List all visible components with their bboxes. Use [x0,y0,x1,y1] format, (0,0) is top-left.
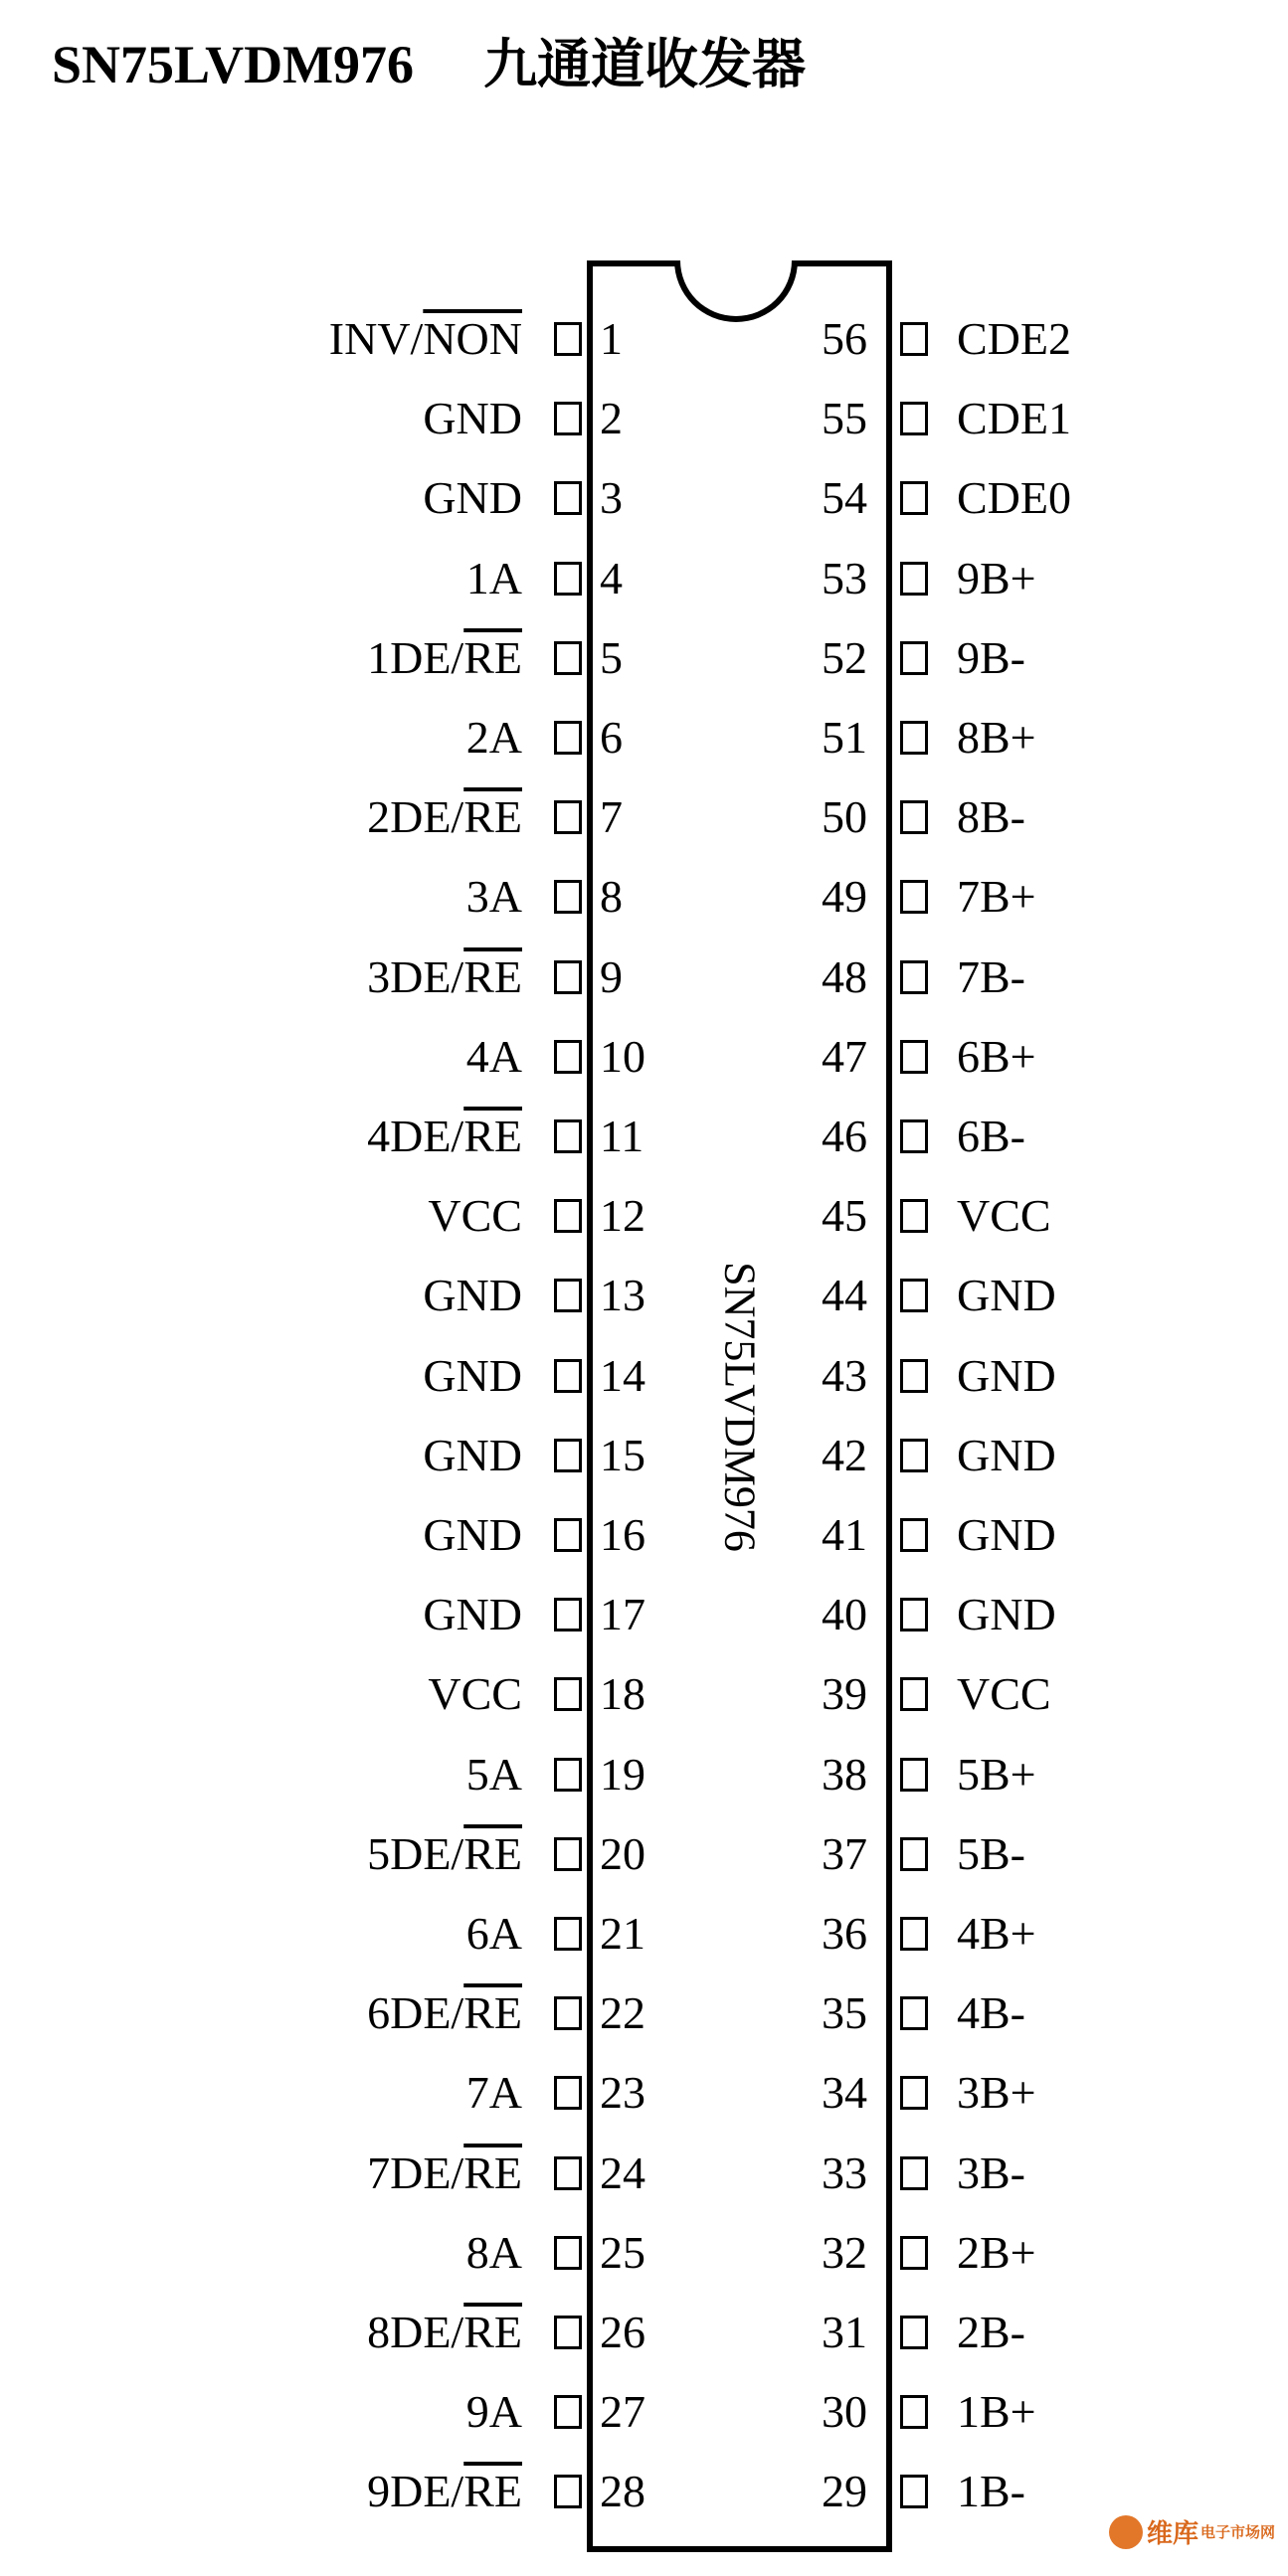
pin-number: 20 [600,1827,645,1879]
pin-box [554,1119,582,1153]
pin-name [466,1909,522,1959]
pin-box [900,1199,928,1233]
pin-number: 46 [822,1111,867,1161]
pin-box [900,1917,928,1951]
pin-box [554,1279,582,1312]
pin-number: 28 [600,2466,645,2517]
pin-number: 29 [822,2466,867,2517]
pin-box [900,1837,928,1871]
pin-box [900,800,928,834]
pin-name: GND [957,1349,1056,1401]
pin-box [900,322,928,356]
pin-name: 4B+ [957,1908,1036,1959]
watermark-logo-icon [1109,2515,1143,2549]
pin-number: 25 [600,2226,645,2278]
pin-name: CDE2 [957,313,1071,364]
pin-number: 17 [600,1589,645,1640]
pin-name: 5B+ [957,1748,1036,1800]
pin-name [423,1510,522,1560]
pin-name-text: 3A [465,871,522,923]
pin-name [367,1112,522,1161]
pin-name-text: 2A [465,712,522,763]
pin-box [554,960,582,994]
pin-name [367,1829,522,1879]
pin-name [423,1431,522,1480]
pin-name [466,1750,522,1800]
pin-number: 55 [822,393,867,444]
pin-name-overbar-text: $\overline{RE}$ [463,1987,522,2039]
ic-package [587,260,892,2552]
pin-number: 48 [822,950,867,1002]
pin-name [367,633,522,683]
pin-box [900,1279,928,1312]
pin-name-text: 8A [465,2226,522,2278]
pin-name-text: GND [423,1349,522,1401]
pin-box [554,1199,582,1233]
pin-number: 45 [822,1190,867,1242]
pin-box [900,2076,928,2110]
pin-name: 2B+ [957,2226,1036,2278]
pin-box [554,2475,582,2508]
pin-box [900,1598,928,1631]
pin-name-overbar-text: $\overline{RE}$ [463,950,522,1002]
pin-number: 3 [600,472,623,524]
pin-box [900,481,928,515]
pin-box [554,322,582,356]
pin-name-overbar-text: $\overline{RE}$ [463,2307,522,2357]
pin-name: GND [957,1509,1056,1560]
pin-box [900,1119,928,1153]
pin-name [466,2068,522,2118]
chip-label: SN75LVDM976 [715,1261,764,1552]
pin-box [900,2316,928,2349]
pin-name: 9B+ [957,552,1036,603]
pin-name-text: 5A [465,1748,522,1800]
pin-name: 8B+ [957,712,1036,763]
pin-box [900,2475,928,2508]
pin-number: 10 [600,1030,645,1082]
pin-name: 6B- [957,1111,1025,1161]
pin-number: 40 [822,1589,867,1640]
pin-name [466,1032,522,1082]
pin-name: 6B+ [957,1030,1036,1082]
pin-name [466,2387,522,2437]
pin-name [367,2308,522,2357]
pin-number: 2 [600,393,623,444]
pin-name-text: 8DE/ [367,2307,464,2357]
pin-number: 47 [822,1030,867,1082]
pin-name-text: VCC [428,1190,522,1242]
pin-number: 34 [822,2067,867,2119]
pin-name [423,394,522,443]
pin-box [554,2076,582,2110]
pin-number: 27 [600,2386,645,2438]
pin-name-text: GND [423,472,522,524]
pin-box [554,402,582,435]
pin-number: 37 [822,1827,867,1879]
pin-number: 38 [822,1748,867,1800]
pin-number: 44 [822,1270,867,1321]
pin-name: 3B- [957,2147,1025,2198]
pin-box [900,2156,928,2190]
pin1-notch [674,260,798,322]
pin-name: 1B- [957,2466,1025,2517]
pin-box [900,1439,928,1472]
pin-number: 23 [600,2067,645,2119]
pin-number: 12 [600,1190,645,1242]
pin-name-text: 1A [465,552,522,603]
pin-number: 31 [822,2307,867,2357]
pin-box [554,2395,582,2429]
pin-name: CDE0 [957,472,1071,524]
pin-box [554,1439,582,1472]
pin-name [423,1271,522,1320]
pin-name: 9B- [957,631,1025,683]
pin-number: 22 [600,1987,645,2039]
pin-number: 51 [822,712,867,763]
pin-number: 53 [822,552,867,603]
pin-box [554,481,582,515]
pin-box [554,2236,582,2270]
pin-box [554,641,582,675]
pin-name: 7B- [957,950,1025,1002]
pin-name-text: 9A [465,2386,522,2438]
pin-name: 5B- [957,1827,1025,1879]
pin-number: 7 [600,791,623,843]
pin-box [900,1359,928,1393]
pin-name: 7B+ [957,871,1036,923]
pin-name: 8B- [957,791,1025,843]
pin-name-overbar-text: $\overline{RE}$ [463,2147,522,2198]
pin-number: 39 [822,1668,867,1720]
pin-box [554,800,582,834]
pin-number: 35 [822,1987,867,2039]
pin-name-text: 6DE/ [367,1987,464,2039]
pin-number: 8 [600,871,623,923]
pin-number: 36 [822,1908,867,1959]
pin-name [367,792,522,842]
pin-name-text: 5DE/ [367,1827,464,1879]
pin-box [900,2395,928,2429]
watermark [1109,2513,1275,2550]
pin-name-text: GND [423,1429,522,1480]
pin-number: 56 [822,313,867,364]
pin-name [466,713,522,763]
pin-box [900,1518,928,1552]
pin-number: 1 [600,313,623,364]
pin-box [554,1758,582,1792]
pin-box [554,562,582,596]
pin-number: 18 [600,1668,645,1720]
pin-box [554,880,582,914]
pin-name-text: GND [423,1589,522,1640]
pin-name: 1B+ [957,2386,1036,2438]
pin-number: 4 [600,552,623,603]
pin-name [423,1590,522,1639]
pin-number: 42 [822,1429,867,1480]
pin-name-overbar-text: $\overline{RE}$ [463,1111,522,1161]
pin-number: 15 [600,1429,645,1480]
pin-name-text: 9DE/ [367,2466,464,2517]
pin-name [329,314,522,364]
pin-name [423,1351,522,1401]
pin-number: 14 [600,1349,645,1401]
pin-name-text: GND [423,1509,522,1560]
pin-name [428,1669,522,1719]
pin-box [554,1359,582,1393]
pin-box [554,1677,582,1711]
pin-number: 26 [600,2307,645,2357]
pin-name: 3B+ [957,2067,1036,2119]
pin-name-overbar-text: $\overline{RE}$ [463,791,522,843]
pin-name-overbar-text: $\overline{RE}$ [463,1827,522,1879]
pin-name-text: INV/ [328,313,424,364]
page-title [52,22,806,98]
pin-number: 6 [600,712,623,763]
pin-name: GND [957,1589,1056,1640]
pin-name-text: GND [423,1270,522,1321]
pin-name [367,2467,522,2516]
pin-number: 49 [822,871,867,923]
pin-box [554,1996,582,2030]
pin-name-text: 7DE/ [367,2147,464,2198]
pin-name-text: VCC [428,1668,522,1720]
pin-number: 16 [600,1509,645,1560]
title-part-number: SN75LVDM976 [52,35,415,94]
pin-box [554,2156,582,2190]
pin-name-text: 4DE/ [367,1111,464,1161]
pin-name-overbar-text: $\overline{RE}$ [463,2466,522,2517]
pin-box [900,641,928,675]
pin-name [428,1191,522,1241]
pin-box [554,1837,582,1871]
pin-name-text: 2DE/ [367,791,464,843]
pin-name: GND [957,1429,1056,1480]
pin-box [900,721,928,755]
pin-box [900,2236,928,2270]
pin-number: 54 [822,472,867,524]
pin-box [554,721,582,755]
pin-box [900,960,928,994]
pin-name: 4B- [957,1987,1025,2039]
pin-name-text: 4A [465,1030,522,1082]
pin-name [466,554,522,603]
pin-box [554,1518,582,1552]
pin-box [900,1758,928,1792]
pin-number: 5 [600,631,623,683]
pin-name-text: GND [423,393,522,444]
pin-name-overbar-text: $\overline{RE}$ [463,631,522,683]
pin-box [900,1040,928,1074]
pin-name [367,2148,522,2198]
pin-number: 11 [600,1111,644,1161]
pin-box [900,880,928,914]
pin-name: CDE1 [957,393,1071,444]
pin-box [900,402,928,435]
pin-name: GND [957,1270,1056,1321]
pin-box [900,1677,928,1711]
pin-name-text: 7A [465,2067,522,2119]
pin-name [466,2228,522,2278]
pin-name-text: 3DE/ [367,950,464,1002]
pin-box [900,1996,928,2030]
pin-number: 52 [822,631,867,683]
pin-number: 32 [822,2226,867,2278]
pin-number: 19 [600,1748,645,1800]
pin-number: 30 [822,2386,867,2438]
pin-name [367,1988,522,2038]
pin-name: VCC [957,1190,1051,1242]
pin-box [554,1917,582,1951]
pin-number: 50 [822,791,867,843]
pin-name [367,952,522,1002]
pin-box [554,1040,582,1074]
pin-name: 2B- [957,2307,1025,2357]
pin-number: 9 [600,950,623,1002]
watermark-text: 维库 [1147,2519,1199,2549]
pin-box [554,1598,582,1631]
pin-name [423,473,522,523]
pin-name [466,872,522,922]
pin-number: 24 [600,2147,645,2198]
title-description: 九通道收发器 [483,33,807,95]
pin-name-text: 1DE/ [367,631,464,683]
pin-number: 21 [600,1908,645,1959]
pin-box [554,2316,582,2349]
pin-number: 43 [822,1349,867,1401]
pin-number: 33 [822,2147,867,2198]
pin-name-text: 6A [465,1908,522,1959]
pin-name-overbar-text: $\overline{NON}$ [423,313,522,364]
pin-number: 41 [822,1509,867,1560]
pin-box [900,562,928,596]
watermark-subtext: 电子市场网 [1200,2523,1276,2541]
pin-number: 13 [600,1270,645,1321]
pin-name: VCC [957,1668,1051,1720]
